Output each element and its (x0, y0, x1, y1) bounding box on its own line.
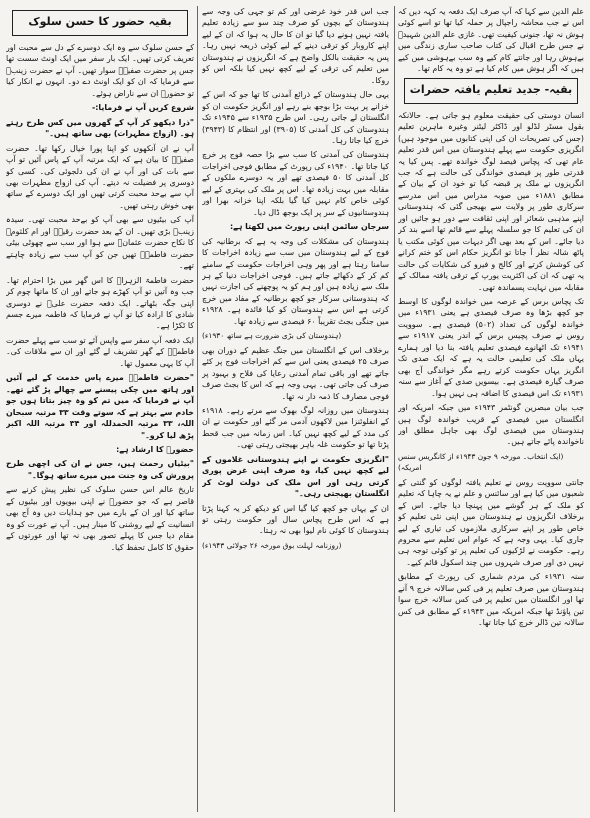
article-paragraph: جانتی سوویت روس نے تعلیم یافتہ لوگوں کو گنتی کے شعبوں میں کیا ہے اور سائنس و علم نے یہ چاہا کہ تعلیم کو ملک کے ہر گوشے میں پہنچا دیا جائے۔ اس کے برخلاف انگریزوں نے ہندوستان میں اپنی نئی تعلیم کو خاص طور پر اپنے سرکاری ملازموں کی تیاری کے لیے جاری کیا۔ یہی وجہ ہے کہ عوام اس تعلیم سے محروم رہے۔ حکومت نے لڑکیوں کی تعلیم پر تو کوئی توجہ ہی نہیں دی اور صرف شہروں میں چند اسکول قائم کیے۔ (398, 477, 584, 567)
right-column (398, 6, 584, 812)
article-paragraph: حضرت فاطمۃ الزہراؓ کا اس گھر میں بڑا احترام تھا۔ جب وہ آتیں تو آپ کھڑے ہو جاتے اور ان کا ماتھا چوم کر اپنی جگہ بٹھاتے۔ ایک دفعہ حضرت علیؓ نے دوسری شادی کا ارادہ کیا تو آپ نے فرمایا کہ فاطمہ میرے جسم کا ٹکڑا ہے۔ (6, 275, 194, 331)
article-paragraph: ایک دفعہ آپ سفر سے واپس آئے تو سب سے پہلے حضرت فاطمہؓ کے گھر تشریف لے گئے اور ان سے ملاقات کی۔ آپ کا یہی معمول تھا۔ (6, 335, 194, 368)
article-paragraph: یہی حال ہندوستان کے ذرائع آمدنی کا تھا جو کہ اس کے خزانے پر بہت بڑا بوجھ بنے رہے اور انگریز حکومت ان کو انگلستان لے جاتی رہی۔ اس طرح ۱۹۳۵ء سے ۱۹۴۵ء تک ہندوستان کی کل آمدنی کا (۳۹۰۵) اور انتظام کا (۳۹۴۳) خرچ کیا جاتا رہا۔ (202, 90, 389, 145)
article-paragraph: تک پچاس برس کے عرصہ میں خواندہ لوگوں کا اوسط جو کچھ بڑھا وہ صرف فیصدی ہے یعنی ۱۹۳۱ء میں خواندہ لوگوں کی تعداد (۵۰۲) فیصدی ہے۔ سوویت روس نے صرف پچیس برس کے اندر یعنی ۱۹۱۷ء سے ۱۹۴۱ء تک اٹھانوے فیصدی تعلیم یافتہ بنا دیا اور ہمارے یہاں ملک کی تعلیمی حالت یہ ہے کہ ایک صدی تک انگریز یہاں حکومت کرتے رہے مگر خواندگی آج بھی صرف گیارہ فیصدی ہے۔ بیسویں صدی کے آغاز سے سنہ ۱۹۳۱ء تک اس فیصدی کا اضافہ ہی نہیں ہوا۔ (398, 296, 584, 398)
article-heading-box (404, 78, 578, 104)
citation: (ہندوستان کی بڑی ضرورت ہے ساتھ ۱۹۳۰ء) (202, 331, 342, 341)
article-paragraph: کے حسن سلوک سے وہ ایک دوسرے کے دل سے محبت اور تعریف کرتی تھیں۔ ایک بار سفر میں ایک اونٹ سست تھا جس پر حضرت صفیہؓ سوار تھیں۔ آپ نے حضرت زینبؓ سے فرمایا کہ ان کو ایک اونٹ دے دو۔ انہوں نے انکار کیا تو حضورؐ ان سے ناراض ہوئے۔ (6, 43, 194, 98)
article-paragraph: ہندوستان کی آمدنی کا سب سے بڑا حصہ فوج پر خرچ کیا جاتا تھا۔ ۱۹۴۰ء کی رپورٹ کے مطابق فوجی اخراجات کل آمدنی کا ۵۰ فیصدی تھے اور یہ دوسرے ملکوں کے مقابلہ میں بہت زیادہ تھا۔ اس پر ملک کی بہتری کے لیے کوئی خاص کام نہیں کیا گیا بلکہ اپنا خزانہ بھرا اور ہندوستانیوں کے سر پر ایک بوجھ ڈال دیا۔ (202, 150, 389, 217)
article-continuation: علم الدین سے کہا کہ آپ صرف ایک دفعہ یہ کہہ دیں کہ اس نے جب محاشہ راجپال پر حملہ کیا تھا تو اسے کوئی ہوش نہ تھا، جنونی کیفیت تھی۔ غازی علم الدین شہیدؒ نے جس طرح اقبال کی کتاب صاحب ساری زندگی میں بےہوش رہا اور جانتے کام کیے وہ سب بےہوشی میں کیے ہیں کہ اگر ہوش میں کام کیا ہے تو وہ یہ کام تھا۔ (398, 7, 584, 74)
middle-column (202, 6, 389, 812)
article-paragraph: آپ کی بیٹیوں سے بھی آپ کو بےحد محبت تھی۔ سیدہ زینبؓ بڑی تھیں۔ ان کے بعد حضرت رقیہؓ اور ام کلثومؓ کا نکاح حضرت عثمانؓ سے ہوا اور سب سے چھوٹی بیٹی حضرت فاطمہؓ تھیں جن کو آپ سب سے زیادہ چاہتے تھے۔ (6, 215, 194, 271)
quote-intro: حضورؐ کا ارشاد ہے: (116, 444, 194, 454)
quoted-paragraph: "حضرت فاطمہؓ میرے پاس خدمت کے لیے آئیں اور ہاتھ میں چکی پیسنے سے چھالے پڑ گئے تھے۔ آپ نے فرمایا کہ میں تم کو وہ چیز بتاتا ہوں جو خادم سے بہتر ہے کہ سوتے وقت ۳۳ مرتبہ سبحان اللہ، ۳۳ مرتبہ الحمدللہ اور ۳۴ مرتبہ اللہ اکبر پڑھ لیا کرو۔" (6, 373, 194, 440)
article-paragraph: جب بیان مبصرین گونٹمر ۱۹۴۳ء میں جبکہ امریکہ اور انگلستان میں فیصدی کے قریب خواندہ لوگ ہیں ہندوستان میں فیصدی لوگ بھی جاہل مطلق اور ناخواندہ پائے جاتے ہیں۔ (398, 403, 584, 447)
article-paragraph: تاریخ عالم اس حسن سلوک کی نظیر پیش کرنے سے قاصر ہے کہ جو حضورؐ نے اپنی بیویوں اور بیٹیوں کے ساتھ کیا اور ان کے بارے میں جو ہدایات دیں وہ آج بھی انسانیت کے لیے روشنی کا مینار ہیں۔ آپ نے عورت کو وہ مقام دیا جس کا پہلے تصور بھی نہ تھا اور عورتوں کے حقوق کا کامل تحفظ کیا۔ (6, 485, 194, 552)
article-heading-box (12, 10, 188, 36)
article-paragraph: ان کے یہاں جو کچھ کیا گیا اس کو دیکھ کر یہ کہنا پڑتا ہے کہ اس طرح پچاس سال اور حکومت رہتی تو ہندوستان کا کوئی نام لیوا بھی نہ رہتا۔ (202, 503, 389, 536)
article-paragraph: برخلاف اس کے انگلستان میں جنگ عظیم کے دوران بھی صرف ۲۵ فیصدی یعنی اس سے کم اخراجات فوج پر کئے جاتے تھے اور باقی تمام آمدنی رعایا کی فلاح و بہبود پر صرف کی جاتی تھی۔ یہی وجہ ہے کہ اس کا بجٹ صرف فوجی مصارف کا ذمہ دار نہ تھا۔ (202, 345, 389, 401)
quoted-paragraph: "ذرا دیکھو کر آپ کے گھروں میں کس طرح رہتے ہو۔ (ازواج مطہرات) بھی ساتھ ہیں۔" (6, 117, 194, 139)
quoted-paragraph: "انگریزی حکومت نے اپنے ہندوستانی غلاموں کے لیے کچھ نہیں کیا، وہ صرف اپنی غرض پوری کرتی رہی اور اس ملک کی دولت لوٹ کر انگلستان بھیجتی رہی۔" (202, 454, 389, 499)
article-heading: بقیہ حضور کا حسن سلوک (28, 15, 172, 28)
quoted-paragraph: "بیٹیاں رحمت ہیں، جس نے ان کی اچھی طرح پرورش کی وہ جنت میں میرے ساتھ ہوگا۔" (6, 459, 194, 480)
article-paragraph: سنہ ۱۹۳۱ء کی مردم شماری کی رپورٹ کے مطابق ہندوستان میں صرف تعلیم پر فی کس سالانہ خرچ ۹ آنے تھا اور انگلستان میں تعلیم پر فی کس سالانہ خرچ سوا تین پاؤنڈ تھا جبکہ امریکہ میں ۱۹۴۳ء کے مطابق فی کس سالانہ تین ڈالر خرچ کیا جاتا تھا۔ (398, 572, 584, 628)
quote-intro: شروع کریں آپ نے فرمایا:- (91, 103, 194, 113)
article-paragraph: انسان دوستی کی حقیقت معلوم ہو جاتی ہے۔ حالانکہ بقول مسٹر لڈلو اور ڈاکٹر لیٹنر وغیرہ ماہرین تعلیم (جس کی تصریحات ان کی اپنی کتابوں میں موجود ہیں) انگریزی حکومت سے پہلے ہندوستان میں اس قدر تعلیم عام تھی کہ پچاس فیصد لوگ خواندہ تھے۔ پس کیا یہ قدرتی طور پر فیصدی خواندگی کی حالت ہے کہ جب انگریزوں نے ملک پر قبضہ کیا تو خود ان کے بیان کے مطابق ۱۸۸۱ء میں صوبہ مدراس میں اس مدرسے سرکاری طور پر ولایت سے بھیجی گئی کہ ہندوستانی اپنے مذہبی شعائر اور اپنی ثقافت سے دور ہو جائیں اور ان کی تعلیم کا جو سلسلہ پہلے سے قائم تھا اسے بند کر دیا جائے۔ اس کے بعد بھی اگر دیہات میں کوئی مکتب یا پاٹھ شالہ نظر آ جاتا تو انگریز حکام اس کو ختم کرانے کی کوشش کرتے اور کالج و فیرو کی شکایات کی حالت یہ تھی کہ ان کی اکثریت یورپ کے ترقی یافتہ ممالک کے مقابلہ میں نہایت پسماندہ تھی۔ (398, 110, 584, 292)
article-paragraph: جب اس قدر خود غرضی اور کم تو جہی کی وجہ سے ہندوستان کے بچوں کو صرف چند سو سے زیادہ تعلیم یافتہ نہیں ہونے دیا گیا تو ان کا حال یہ ہوا کہ ان کے لیے اپنے کاروبار کو ترقی دینے کے لیے کوئی ذریعہ نہیں رہا۔ پس یہ حقیقت بالکل واضح ہے کہ انگریزوں نے ہندوستان میں تعلیم کی ترقی کے لیے کچھ نہیں کیا بلکہ اس کو روکا۔ (202, 7, 389, 85)
quote-intro: سرجان سائمن اپنی رپورٹ میں لکھتا ہے: (230, 222, 389, 232)
left-column (6, 6, 194, 812)
article-paragraph: ہندوستان میں روزانہ لوگ بھوک سے مرتے رہے۔ ۱۹۱۸ء کے انفلوئنزا میں لاکھوں آدمی مر گئے اور حکومت نے ان کی مدد کے لیے کچھ نہیں کیا۔ اس زمانہ میں جب قحط پڑتا تھا تو حکومت غلہ باہر بھیجتی رہتی تھی۔ (202, 405, 389, 450)
column-divider (197, 6, 198, 812)
article-heading: بقیہ- جدید تعلیم یافتہ حضرات (409, 82, 573, 96)
article-paragraph: آپ نے ان آنکھوں کو اپنا پورا خیال رکھا تھا۔ حضرت صفیہؓ کا بیان ہے کہ ایک مرتبہ آپ کے پاس آئیں تو آپ سے بات کی اور آپ نے ان کی دلجوئی کی۔ کسی کو دوسری پر فضیلت نہ دیتے۔ آپ کی ازواج مطہرات بھی آپ سے بےحد محبت کرتی تھیں اور ایک دوسرے کے ساتھ بھی خوش رہتی تھیں۔ (6, 143, 194, 210)
column-divider (394, 6, 395, 812)
citation: (ایک انتخاب۔ مورخہ ۹ جون ۱۹۴۳ء از کانگریس سنس امریکہ) (398, 451, 564, 473)
citation: (روزنامہ لہلت بوق مورخہ ۲۶ جولائی ۱۹۴۳ء) (202, 540, 342, 550)
quoted-paragraph: ہندوستان کی مشکلات کی وجہ یہ ہے کہ برطانیہ کی فوج کے لیے ہندوستان میں سب سے زیادہ اخراجات کا سامنا رہتا ہے اور پھر وہی اخراجات حکومت کے سامنے کم کر کے دکھائے جاتے ہیں۔ فوجی اخراجات دنیا کے ہر ملک سے زیادہ ہیں اور ہم کو یہ پوچھنے کی اجازت نہیں کہ ہندوستانی سرکار جو کچھ برطانیہ کے مفاد میں خرچ کرتی ہے اس سے ہندوستان کو کیا فائدہ ہے۔ ۱۹۲۸ء میں جنگی بجٹ تقریباً ۶۰ فیصدی سے زیادہ تھا۔ (202, 236, 389, 326)
